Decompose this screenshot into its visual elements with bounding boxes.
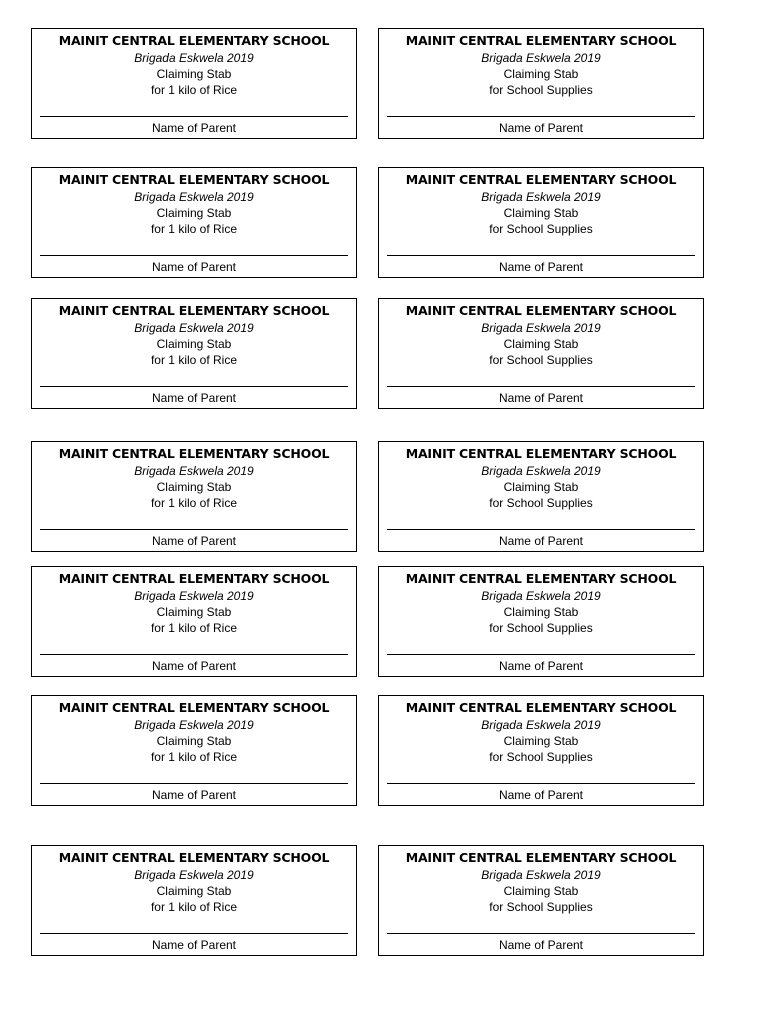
signature-line: [40, 529, 348, 530]
event-name: Brigada Eskwela 2019: [134, 718, 254, 732]
school-name: MAINIT CENTRAL ELEMENTARY SCHOOL: [405, 446, 677, 461]
claiming-label: Claiming Stab: [503, 337, 579, 351]
parent-name-label: Name of Parent: [498, 121, 584, 135]
signature-line: [40, 783, 348, 784]
school-name: MAINIT CENTRAL ELEMENTARY SCHOOL: [405, 303, 677, 318]
event-name: Brigada Eskwela 2019: [134, 589, 254, 603]
school-name: MAINIT CENTRAL ELEMENTARY SCHOOL: [405, 700, 677, 715]
parent-name-label: Name of Parent: [151, 659, 237, 673]
rice-item-label: for 1 kilo of Rice: [150, 353, 238, 367]
claiming-label: Claiming Stab: [156, 605, 232, 619]
event-name: Brigada Eskwela 2019: [134, 464, 254, 478]
supplies-claim-stub: [378, 695, 704, 806]
parent-name-label: Name of Parent: [151, 260, 237, 274]
parent-name-label: Name of Parent: [151, 121, 237, 135]
claiming-label: Claiming Stab: [503, 206, 579, 220]
event-name: Brigada Eskwela 2019: [481, 321, 601, 335]
rice-claim-stub: [31, 566, 357, 677]
event-name: Brigada Eskwela 2019: [134, 321, 254, 335]
supplies-item-label: for School Supplies: [489, 222, 593, 236]
signature-line: [387, 783, 695, 784]
signature-line: [40, 933, 348, 934]
event-name: Brigada Eskwela 2019: [481, 718, 601, 732]
signature-line: [387, 654, 695, 655]
claiming-label: Claiming Stab: [156, 480, 232, 494]
parent-name-label: Name of Parent: [498, 659, 584, 673]
claiming-label: Claiming Stab: [503, 734, 579, 748]
claiming-label: Claiming Stab: [503, 605, 579, 619]
claiming-label: Claiming Stab: [503, 67, 579, 81]
event-name: Brigada Eskwela 2019: [481, 51, 601, 65]
event-name: Brigada Eskwela 2019: [481, 464, 601, 478]
school-name: MAINIT CENTRAL ELEMENTARY SCHOOL: [58, 571, 330, 586]
school-name: MAINIT CENTRAL ELEMENTARY SCHOOL: [58, 446, 330, 461]
supplies-claim-stub: [378, 28, 704, 139]
signature-line: [40, 116, 348, 117]
supplies-item-label: for School Supplies: [489, 750, 593, 764]
parent-name-label: Name of Parent: [151, 534, 237, 548]
event-name: Brigada Eskwela 2019: [134, 868, 254, 882]
supplies-item-label: for School Supplies: [489, 83, 593, 97]
school-name: MAINIT CENTRAL ELEMENTARY SCHOOL: [58, 700, 330, 715]
rice-claim-stub: [31, 298, 357, 409]
claiming-label: Claiming Stab: [503, 884, 579, 898]
parent-name-label: Name of Parent: [498, 938, 584, 952]
signature-line: [387, 386, 695, 387]
supplies-claim-stub: [378, 566, 704, 677]
rice-claim-stub: [31, 695, 357, 806]
rice-item-label: for 1 kilo of Rice: [150, 222, 238, 236]
supplies-claim-stub: [378, 441, 704, 552]
parent-name-label: Name of Parent: [151, 391, 237, 405]
rice-claim-stub: [31, 845, 357, 956]
parent-name-label: Name of Parent: [498, 260, 584, 274]
rice-claim-stub: [31, 441, 357, 552]
signature-line: [387, 933, 695, 934]
event-name: Brigada Eskwela 2019: [481, 589, 601, 603]
signature-line: [387, 116, 695, 117]
parent-name-label: Name of Parent: [498, 788, 584, 802]
claiming-label: Claiming Stab: [156, 884, 232, 898]
rice-claim-stub: [31, 167, 357, 278]
supplies-claim-stub: [378, 167, 704, 278]
signature-line: [40, 654, 348, 655]
supplies-item-label: for School Supplies: [489, 621, 593, 635]
rice-item-label: for 1 kilo of Rice: [150, 900, 238, 914]
school-name: MAINIT CENTRAL ELEMENTARY SCHOOL: [58, 303, 330, 318]
event-name: Brigada Eskwela 2019: [481, 190, 601, 204]
supplies-item-label: for School Supplies: [489, 353, 593, 367]
parent-name-label: Name of Parent: [498, 391, 584, 405]
supplies-item-label: for School Supplies: [489, 496, 593, 510]
claiming-label: Claiming Stab: [156, 67, 232, 81]
supplies-claim-stub: [378, 298, 704, 409]
supplies-claim-stub: [378, 845, 704, 956]
signature-line: [387, 255, 695, 256]
school-name: MAINIT CENTRAL ELEMENTARY SCHOOL: [58, 850, 330, 865]
rice-claim-stub: [31, 28, 357, 139]
supplies-item-label: for School Supplies: [489, 900, 593, 914]
school-name: MAINIT CENTRAL ELEMENTARY SCHOOL: [405, 850, 677, 865]
claiming-label: Claiming Stab: [156, 337, 232, 351]
rice-item-label: for 1 kilo of Rice: [150, 496, 238, 510]
rice-item-label: for 1 kilo of Rice: [150, 621, 238, 635]
parent-name-label: Name of Parent: [151, 788, 237, 802]
signature-line: [40, 386, 348, 387]
school-name: MAINIT CENTRAL ELEMENTARY SCHOOL: [405, 172, 677, 187]
claiming-label: Claiming Stab: [156, 206, 232, 220]
event-name: Brigada Eskwela 2019: [134, 190, 254, 204]
school-name: MAINIT CENTRAL ELEMENTARY SCHOOL: [405, 571, 677, 586]
school-name: MAINIT CENTRAL ELEMENTARY SCHOOL: [58, 172, 330, 187]
school-name: MAINIT CENTRAL ELEMENTARY SCHOOL: [405, 33, 677, 48]
signature-line: [387, 529, 695, 530]
claiming-label: Claiming Stab: [156, 734, 232, 748]
event-name: Brigada Eskwela 2019: [481, 868, 601, 882]
parent-name-label: Name of Parent: [498, 534, 584, 548]
claiming-label: Claiming Stab: [503, 480, 579, 494]
rice-item-label: for 1 kilo of Rice: [150, 750, 238, 764]
signature-line: [40, 255, 348, 256]
parent-name-label: Name of Parent: [151, 938, 237, 952]
rice-item-label: for 1 kilo of Rice: [150, 83, 238, 97]
event-name: Brigada Eskwela 2019: [134, 51, 254, 65]
school-name: MAINIT CENTRAL ELEMENTARY SCHOOL: [58, 33, 330, 48]
